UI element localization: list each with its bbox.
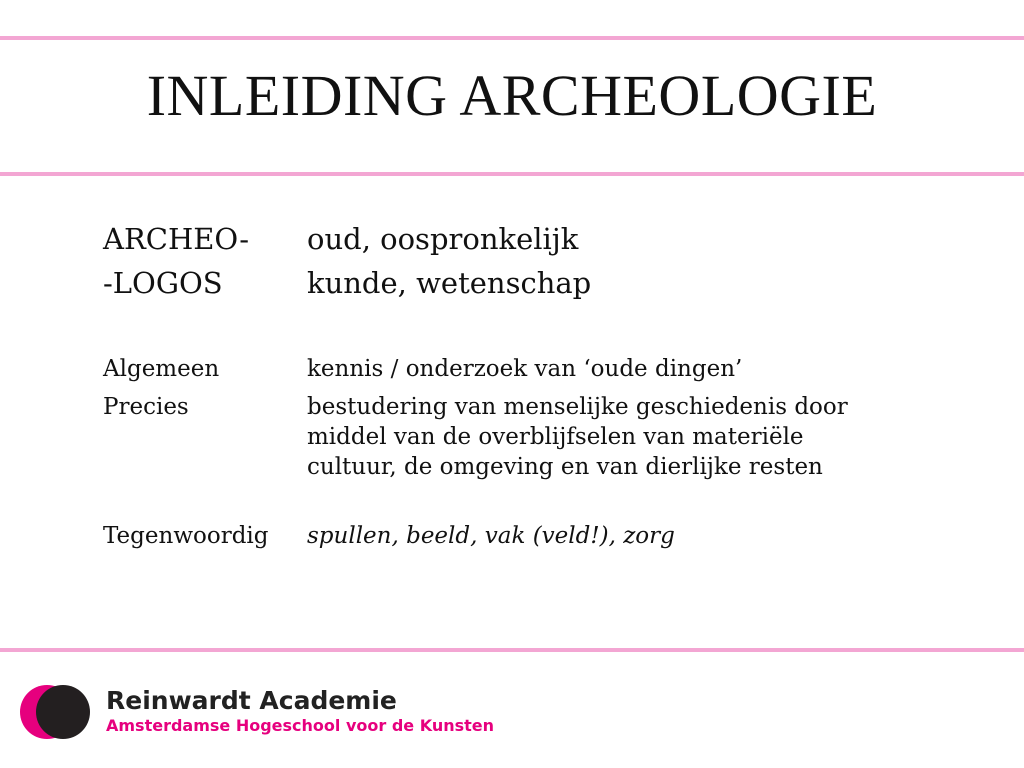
definition-text-precies-line3: cultuur, de omgeving en van dierlijke resten bbox=[307, 454, 823, 480]
definition-term-tegenwoordig: Tegenwoordig bbox=[103, 523, 269, 549]
title-underline-rule bbox=[0, 172, 1024, 176]
definition-text-precies-line1: bestudering van menselijke geschiedenis door bbox=[307, 394, 848, 420]
top-rule bbox=[0, 36, 1024, 40]
definition-text-algemeen: kennis / onderzoek van ‘oude dingen’ bbox=[307, 356, 743, 382]
root-definition-logos: kunde, wetenschap bbox=[307, 266, 592, 300]
root-term-logos: -LOGOS bbox=[103, 266, 223, 300]
org-name: Reinwardt Academie bbox=[106, 686, 397, 715]
reinwardt-logo-icon bbox=[20, 684, 92, 740]
definition-term-precies: Precies bbox=[103, 394, 189, 420]
footer-rule bbox=[0, 648, 1024, 652]
root-term-archeo: ARCHEO- bbox=[103, 222, 250, 256]
definition-term-algemeen: Algemeen bbox=[103, 356, 220, 382]
definition-text-precies-line2: middel van de overblijfselen van materiële bbox=[307, 424, 804, 450]
root-definition-archeo: oud, oospronkelijk bbox=[307, 222, 579, 256]
definition-text-tegenwoordig: spullen, beeld, vak (veld!), zorg bbox=[307, 523, 675, 549]
slide-title: INLEIDING ARCHEOLOGIE bbox=[146, 63, 878, 128]
org-subtitle: Amsterdamse Hogeschool voor de Kunsten bbox=[106, 716, 495, 735]
